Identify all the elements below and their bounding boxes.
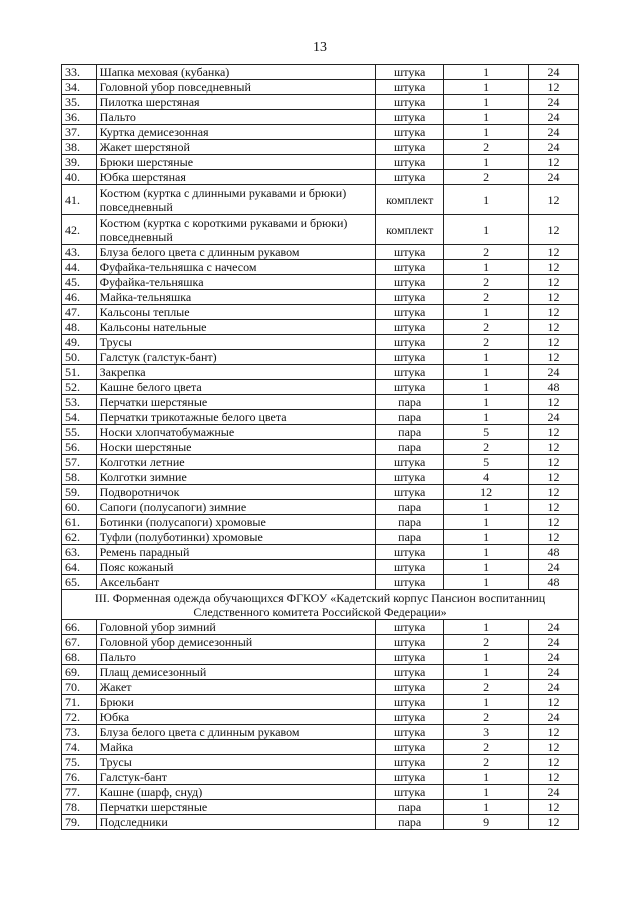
item-term: 12 bbox=[528, 440, 578, 455]
row-number: 52. bbox=[62, 380, 97, 395]
item-name: Колготки зимние bbox=[96, 470, 375, 485]
table-row bbox=[62, 515, 579, 530]
item-name: Туфли (полуботинки) хромовые bbox=[96, 530, 375, 545]
item-unit: пара bbox=[376, 800, 444, 815]
item-term: 12 bbox=[528, 335, 578, 350]
item-term: 12 bbox=[528, 395, 578, 410]
item-quantity: 1 bbox=[444, 530, 529, 545]
table-row bbox=[62, 290, 579, 305]
item-term: 24 bbox=[528, 560, 578, 575]
item-unit: пара bbox=[376, 395, 444, 410]
table-row bbox=[62, 155, 579, 170]
item-unit: штука bbox=[376, 755, 444, 770]
item-term: 12 bbox=[528, 725, 578, 740]
item-unit: штука bbox=[376, 65, 444, 80]
item-term: 48 bbox=[528, 545, 578, 560]
item-quantity: 1 bbox=[444, 560, 529, 575]
table-row bbox=[62, 755, 579, 770]
item-unit: штука bbox=[376, 785, 444, 800]
item-name: Шапка меховая (кубанка) bbox=[96, 65, 375, 80]
table-row bbox=[62, 95, 579, 110]
item-unit: штука bbox=[376, 740, 444, 755]
row-number: 75. bbox=[62, 755, 97, 770]
item-quantity: 1 bbox=[444, 650, 529, 665]
table-row bbox=[62, 500, 579, 515]
item-unit: штука bbox=[376, 170, 444, 185]
item-quantity: 1 bbox=[444, 65, 529, 80]
item-name: Юбка шерстяная bbox=[96, 170, 375, 185]
row-number: 45. bbox=[62, 275, 97, 290]
table-row bbox=[62, 440, 579, 455]
item-quantity: 1 bbox=[444, 620, 529, 635]
table-row bbox=[62, 530, 579, 545]
item-term: 12 bbox=[528, 245, 578, 260]
item-quantity: 2 bbox=[444, 140, 529, 155]
item-quantity: 1 bbox=[444, 380, 529, 395]
item-quantity: 1 bbox=[444, 500, 529, 515]
item-term: 24 bbox=[528, 635, 578, 650]
item-unit: штука bbox=[376, 80, 444, 95]
item-term: 12 bbox=[528, 290, 578, 305]
item-name: Подследники bbox=[96, 815, 375, 830]
item-name: Кашне белого цвета bbox=[96, 380, 375, 395]
item-term: 12 bbox=[528, 755, 578, 770]
item-unit: пара bbox=[376, 515, 444, 530]
row-number: 70. bbox=[62, 680, 97, 695]
item-quantity: 2 bbox=[444, 245, 529, 260]
item-term: 12 bbox=[528, 530, 578, 545]
table-row bbox=[62, 710, 579, 725]
table-row bbox=[62, 140, 579, 155]
item-quantity: 1 bbox=[444, 365, 529, 380]
item-name: Фуфайка-тельняшка bbox=[96, 275, 375, 290]
row-number: 37. bbox=[62, 125, 97, 140]
item-unit: пара bbox=[376, 440, 444, 455]
table-row bbox=[62, 770, 579, 785]
item-name: Плащ демисезонный bbox=[96, 665, 375, 680]
row-number: 64. bbox=[62, 560, 97, 575]
item-name: Блуза белого цвета с длинным рукавом bbox=[96, 725, 375, 740]
item-term: 24 bbox=[528, 125, 578, 140]
item-name: Ботинки (полусапоги) хромовые bbox=[96, 515, 375, 530]
row-number: 67. bbox=[62, 635, 97, 650]
item-quantity: 1 bbox=[444, 770, 529, 785]
item-name: Костюм (куртка с длинными рукавами и брюки) повседневный bbox=[96, 185, 375, 215]
item-quantity: 1 bbox=[444, 215, 529, 245]
item-quantity: 2 bbox=[444, 740, 529, 755]
item-name: Головной убор зимний bbox=[96, 620, 375, 635]
item-unit: штука bbox=[376, 275, 444, 290]
item-name: Пальто bbox=[96, 650, 375, 665]
item-quantity: 2 bbox=[444, 170, 529, 185]
item-unit: штука bbox=[376, 110, 444, 125]
item-unit: штука bbox=[376, 725, 444, 740]
table-row bbox=[62, 575, 579, 590]
item-quantity: 1 bbox=[444, 665, 529, 680]
item-term: 12 bbox=[528, 185, 578, 215]
table-row bbox=[62, 680, 579, 695]
item-name: Майка-тельняшка bbox=[96, 290, 375, 305]
row-number: 57. bbox=[62, 455, 97, 470]
item-quantity: 5 bbox=[444, 425, 529, 440]
table-row bbox=[62, 455, 579, 470]
item-name: Пальто bbox=[96, 110, 375, 125]
items-table-body bbox=[62, 65, 579, 830]
item-quantity: 2 bbox=[444, 755, 529, 770]
item-quantity: 5 bbox=[444, 455, 529, 470]
table-row bbox=[62, 185, 579, 215]
item-unit: комплект bbox=[376, 215, 444, 245]
item-name: Пилотка шерстяная bbox=[96, 95, 375, 110]
item-unit: штука bbox=[376, 290, 444, 305]
row-number: 40. bbox=[62, 170, 97, 185]
item-term: 12 bbox=[528, 800, 578, 815]
item-name: Трусы bbox=[96, 335, 375, 350]
item-name: Колготки летние bbox=[96, 455, 375, 470]
item-quantity: 2 bbox=[444, 335, 529, 350]
item-term: 12 bbox=[528, 80, 578, 95]
item-term: 12 bbox=[528, 500, 578, 515]
row-number: 68. bbox=[62, 650, 97, 665]
item-unit: штука bbox=[376, 620, 444, 635]
item-term: 24 bbox=[528, 365, 578, 380]
item-quantity: 1 bbox=[444, 110, 529, 125]
item-name: Блуза белого цвета с длинным рукавом bbox=[96, 245, 375, 260]
table-row bbox=[62, 380, 579, 395]
row-number: 77. bbox=[62, 785, 97, 800]
item-quantity: 1 bbox=[444, 80, 529, 95]
item-quantity: 9 bbox=[444, 815, 529, 830]
row-number: 66. bbox=[62, 620, 97, 635]
table-row bbox=[62, 65, 579, 80]
item-quantity: 2 bbox=[444, 290, 529, 305]
table-row bbox=[62, 275, 579, 290]
table-row bbox=[62, 125, 579, 140]
item-term: 48 bbox=[528, 380, 578, 395]
item-unit: комплект bbox=[376, 185, 444, 215]
item-name: Костюм (куртка с короткими рукавами и брюки) повседневный bbox=[96, 215, 375, 245]
item-term: 12 bbox=[528, 770, 578, 785]
item-term: 12 bbox=[528, 425, 578, 440]
item-name: Носки шерстяные bbox=[96, 440, 375, 455]
item-unit: штука bbox=[376, 305, 444, 320]
item-unit: штука bbox=[376, 545, 444, 560]
item-term: 12 bbox=[528, 305, 578, 320]
item-name: Юбка bbox=[96, 710, 375, 725]
item-term: 12 bbox=[528, 260, 578, 275]
row-number: 44. bbox=[62, 260, 97, 275]
row-number: 33. bbox=[62, 65, 97, 80]
item-name: Жакет bbox=[96, 680, 375, 695]
table-row bbox=[62, 260, 579, 275]
item-unit: штука bbox=[376, 455, 444, 470]
item-term: 24 bbox=[528, 680, 578, 695]
item-name: Трусы bbox=[96, 755, 375, 770]
item-unit: штука bbox=[376, 335, 444, 350]
item-name: Брюки bbox=[96, 695, 375, 710]
item-name: Перчатки трикотажные белого цвета bbox=[96, 410, 375, 425]
item-term: 24 bbox=[528, 170, 578, 185]
item-quantity: 1 bbox=[444, 260, 529, 275]
row-number: 48. bbox=[62, 320, 97, 335]
table-row bbox=[62, 350, 579, 365]
item-unit: пара bbox=[376, 500, 444, 515]
row-number: 78. bbox=[62, 800, 97, 815]
row-number: 76. bbox=[62, 770, 97, 785]
item-name: Кальсоны нательные bbox=[96, 320, 375, 335]
row-number: 62. bbox=[62, 530, 97, 545]
item-quantity: 1 bbox=[444, 155, 529, 170]
row-number: 74. bbox=[62, 740, 97, 755]
table-row bbox=[62, 170, 579, 185]
row-number: 56. bbox=[62, 440, 97, 455]
table-row bbox=[62, 80, 579, 95]
item-name: Кальсоны теплые bbox=[96, 305, 375, 320]
item-quantity: 1 bbox=[444, 350, 529, 365]
item-unit: штука bbox=[376, 95, 444, 110]
item-name: Закрепка bbox=[96, 365, 375, 380]
item-unit: штука bbox=[376, 140, 444, 155]
item-quantity: 2 bbox=[444, 440, 529, 455]
row-number: 55. bbox=[62, 425, 97, 440]
item-term: 12 bbox=[528, 470, 578, 485]
row-number: 71. bbox=[62, 695, 97, 710]
item-unit: штука bbox=[376, 380, 444, 395]
table-row bbox=[62, 245, 579, 260]
item-name: Пояс кожаный bbox=[96, 560, 375, 575]
item-unit: штука bbox=[376, 770, 444, 785]
table-row bbox=[62, 815, 579, 830]
section-heading: III. Форменная одежда обучающихся ФГКОУ «Кадетский корпус Пансион воспитанниц Следственного комитета Российской Федерации» bbox=[62, 590, 579, 620]
item-term: 12 bbox=[528, 155, 578, 170]
table-row bbox=[62, 485, 579, 500]
row-number: 72. bbox=[62, 710, 97, 725]
table-row bbox=[62, 215, 579, 245]
item-name: Галстук (галстук-бант) bbox=[96, 350, 375, 365]
item-unit: штука bbox=[376, 320, 444, 335]
row-number: 65. bbox=[62, 575, 97, 590]
item-quantity: 1 bbox=[444, 410, 529, 425]
row-number: 35. bbox=[62, 95, 97, 110]
item-unit: штука bbox=[376, 350, 444, 365]
item-quantity: 2 bbox=[444, 635, 529, 650]
item-term: 24 bbox=[528, 785, 578, 800]
table-row bbox=[62, 335, 579, 350]
table-row bbox=[62, 800, 579, 815]
table-row bbox=[62, 785, 579, 800]
row-number: 47. bbox=[62, 305, 97, 320]
item-term: 24 bbox=[528, 140, 578, 155]
item-term: 48 bbox=[528, 575, 578, 590]
item-term: 12 bbox=[528, 320, 578, 335]
row-number: 42. bbox=[62, 215, 97, 245]
table-row bbox=[62, 365, 579, 380]
item-unit: штука bbox=[376, 695, 444, 710]
table-row bbox=[62, 410, 579, 425]
row-number: 63. bbox=[62, 545, 97, 560]
item-unit: штука bbox=[376, 680, 444, 695]
item-name: Брюки шерстяные bbox=[96, 155, 375, 170]
item-unit: пара bbox=[376, 410, 444, 425]
item-unit: штука bbox=[376, 635, 444, 650]
item-unit: штука bbox=[376, 470, 444, 485]
item-term: 12 bbox=[528, 455, 578, 470]
item-quantity: 1 bbox=[444, 185, 529, 215]
item-quantity: 1 bbox=[444, 575, 529, 590]
item-term: 12 bbox=[528, 695, 578, 710]
item-term: 24 bbox=[528, 410, 578, 425]
item-quantity: 1 bbox=[444, 125, 529, 140]
item-quantity: 1 bbox=[444, 305, 529, 320]
table-row bbox=[62, 320, 579, 335]
item-quantity: 2 bbox=[444, 320, 529, 335]
row-number: 61. bbox=[62, 515, 97, 530]
row-number: 39. bbox=[62, 155, 97, 170]
item-name: Куртка демисезонная bbox=[96, 125, 375, 140]
row-number: 53. bbox=[62, 395, 97, 410]
row-number: 60. bbox=[62, 500, 97, 515]
item-term: 12 bbox=[528, 215, 578, 245]
item-unit: пара bbox=[376, 425, 444, 440]
item-name: Галстук-бант bbox=[96, 770, 375, 785]
table-row bbox=[62, 635, 579, 650]
item-term: 24 bbox=[528, 620, 578, 635]
item-unit: штука bbox=[376, 575, 444, 590]
item-name: Перчатки шерстяные bbox=[96, 395, 375, 410]
item-unit: штука bbox=[376, 125, 444, 140]
item-unit: штука bbox=[376, 245, 444, 260]
item-unit: штука bbox=[376, 485, 444, 500]
item-name: Аксельбант bbox=[96, 575, 375, 590]
item-unit: штука bbox=[376, 710, 444, 725]
row-number: 46. bbox=[62, 290, 97, 305]
row-number: 79. bbox=[62, 815, 97, 830]
item-name: Ремень парадный bbox=[96, 545, 375, 560]
item-quantity: 1 bbox=[444, 395, 529, 410]
row-number: 49. bbox=[62, 335, 97, 350]
item-unit: штука bbox=[376, 155, 444, 170]
item-quantity: 1 bbox=[444, 95, 529, 110]
item-name: Кашне (шарф, снуд) bbox=[96, 785, 375, 800]
item-name: Носки хлопчатобумажные bbox=[96, 425, 375, 440]
table-row bbox=[62, 650, 579, 665]
table-row bbox=[62, 395, 579, 410]
item-term: 24 bbox=[528, 95, 578, 110]
table-row bbox=[62, 305, 579, 320]
row-number: 34. bbox=[62, 80, 97, 95]
item-name: Головной убор повседневный bbox=[96, 80, 375, 95]
item-quantity: 2 bbox=[444, 275, 529, 290]
item-quantity: 4 bbox=[444, 470, 529, 485]
item-unit: штука bbox=[376, 650, 444, 665]
row-number: 36. bbox=[62, 110, 97, 125]
table-row bbox=[62, 665, 579, 680]
item-term: 12 bbox=[528, 485, 578, 500]
page-number: 13 bbox=[313, 40, 327, 55]
table-row bbox=[62, 740, 579, 755]
row-number: 51. bbox=[62, 365, 97, 380]
table-row bbox=[62, 470, 579, 485]
item-term: 24 bbox=[528, 110, 578, 125]
item-quantity: 1 bbox=[444, 695, 529, 710]
item-term: 24 bbox=[528, 665, 578, 680]
table-row bbox=[62, 620, 579, 635]
item-quantity: 3 bbox=[444, 725, 529, 740]
table-row bbox=[62, 110, 579, 125]
item-name: Подворотничок bbox=[96, 485, 375, 500]
item-name: Сапоги (полусапоги) зимние bbox=[96, 500, 375, 515]
table-row bbox=[62, 560, 579, 575]
item-unit: пара bbox=[376, 530, 444, 545]
item-term: 24 bbox=[528, 650, 578, 665]
item-name: Головной убор демисезонный bbox=[96, 635, 375, 650]
row-number: 54. bbox=[62, 410, 97, 425]
table-row bbox=[62, 725, 579, 740]
section-heading-row bbox=[62, 590, 579, 620]
item-term: 12 bbox=[528, 515, 578, 530]
item-quantity: 1 bbox=[444, 785, 529, 800]
row-number: 73. bbox=[62, 725, 97, 740]
item-quantity: 2 bbox=[444, 710, 529, 725]
item-quantity: 12 bbox=[444, 485, 529, 500]
item-quantity: 1 bbox=[444, 545, 529, 560]
item-quantity: 1 bbox=[444, 800, 529, 815]
item-quantity: 1 bbox=[444, 515, 529, 530]
row-number: 58. bbox=[62, 470, 97, 485]
row-number: 69. bbox=[62, 665, 97, 680]
table-row bbox=[62, 695, 579, 710]
item-unit: штука bbox=[376, 560, 444, 575]
item-term: 12 bbox=[528, 740, 578, 755]
item-unit: пара bbox=[376, 815, 444, 830]
table-row bbox=[62, 545, 579, 560]
row-number: 50. bbox=[62, 350, 97, 365]
item-term: 12 bbox=[528, 815, 578, 830]
item-term: 24 bbox=[528, 65, 578, 80]
item-name: Перчатки шерстяные bbox=[96, 800, 375, 815]
table-row bbox=[62, 425, 579, 440]
row-number: 59. bbox=[62, 485, 97, 500]
item-name: Майка bbox=[96, 740, 375, 755]
item-name: Жакет шерстяной bbox=[96, 140, 375, 155]
items-table bbox=[61, 64, 579, 830]
item-term: 24 bbox=[528, 710, 578, 725]
row-number: 38. bbox=[62, 140, 97, 155]
item-name: Фуфайка-тельняшка с начесом bbox=[96, 260, 375, 275]
item-unit: штука bbox=[376, 365, 444, 380]
item-term: 12 bbox=[528, 275, 578, 290]
item-term: 12 bbox=[528, 350, 578, 365]
row-number: 41. bbox=[62, 185, 97, 215]
item-unit: штука bbox=[376, 665, 444, 680]
item-unit: штука bbox=[376, 260, 444, 275]
item-quantity: 2 bbox=[444, 680, 529, 695]
row-number: 43. bbox=[62, 245, 97, 260]
